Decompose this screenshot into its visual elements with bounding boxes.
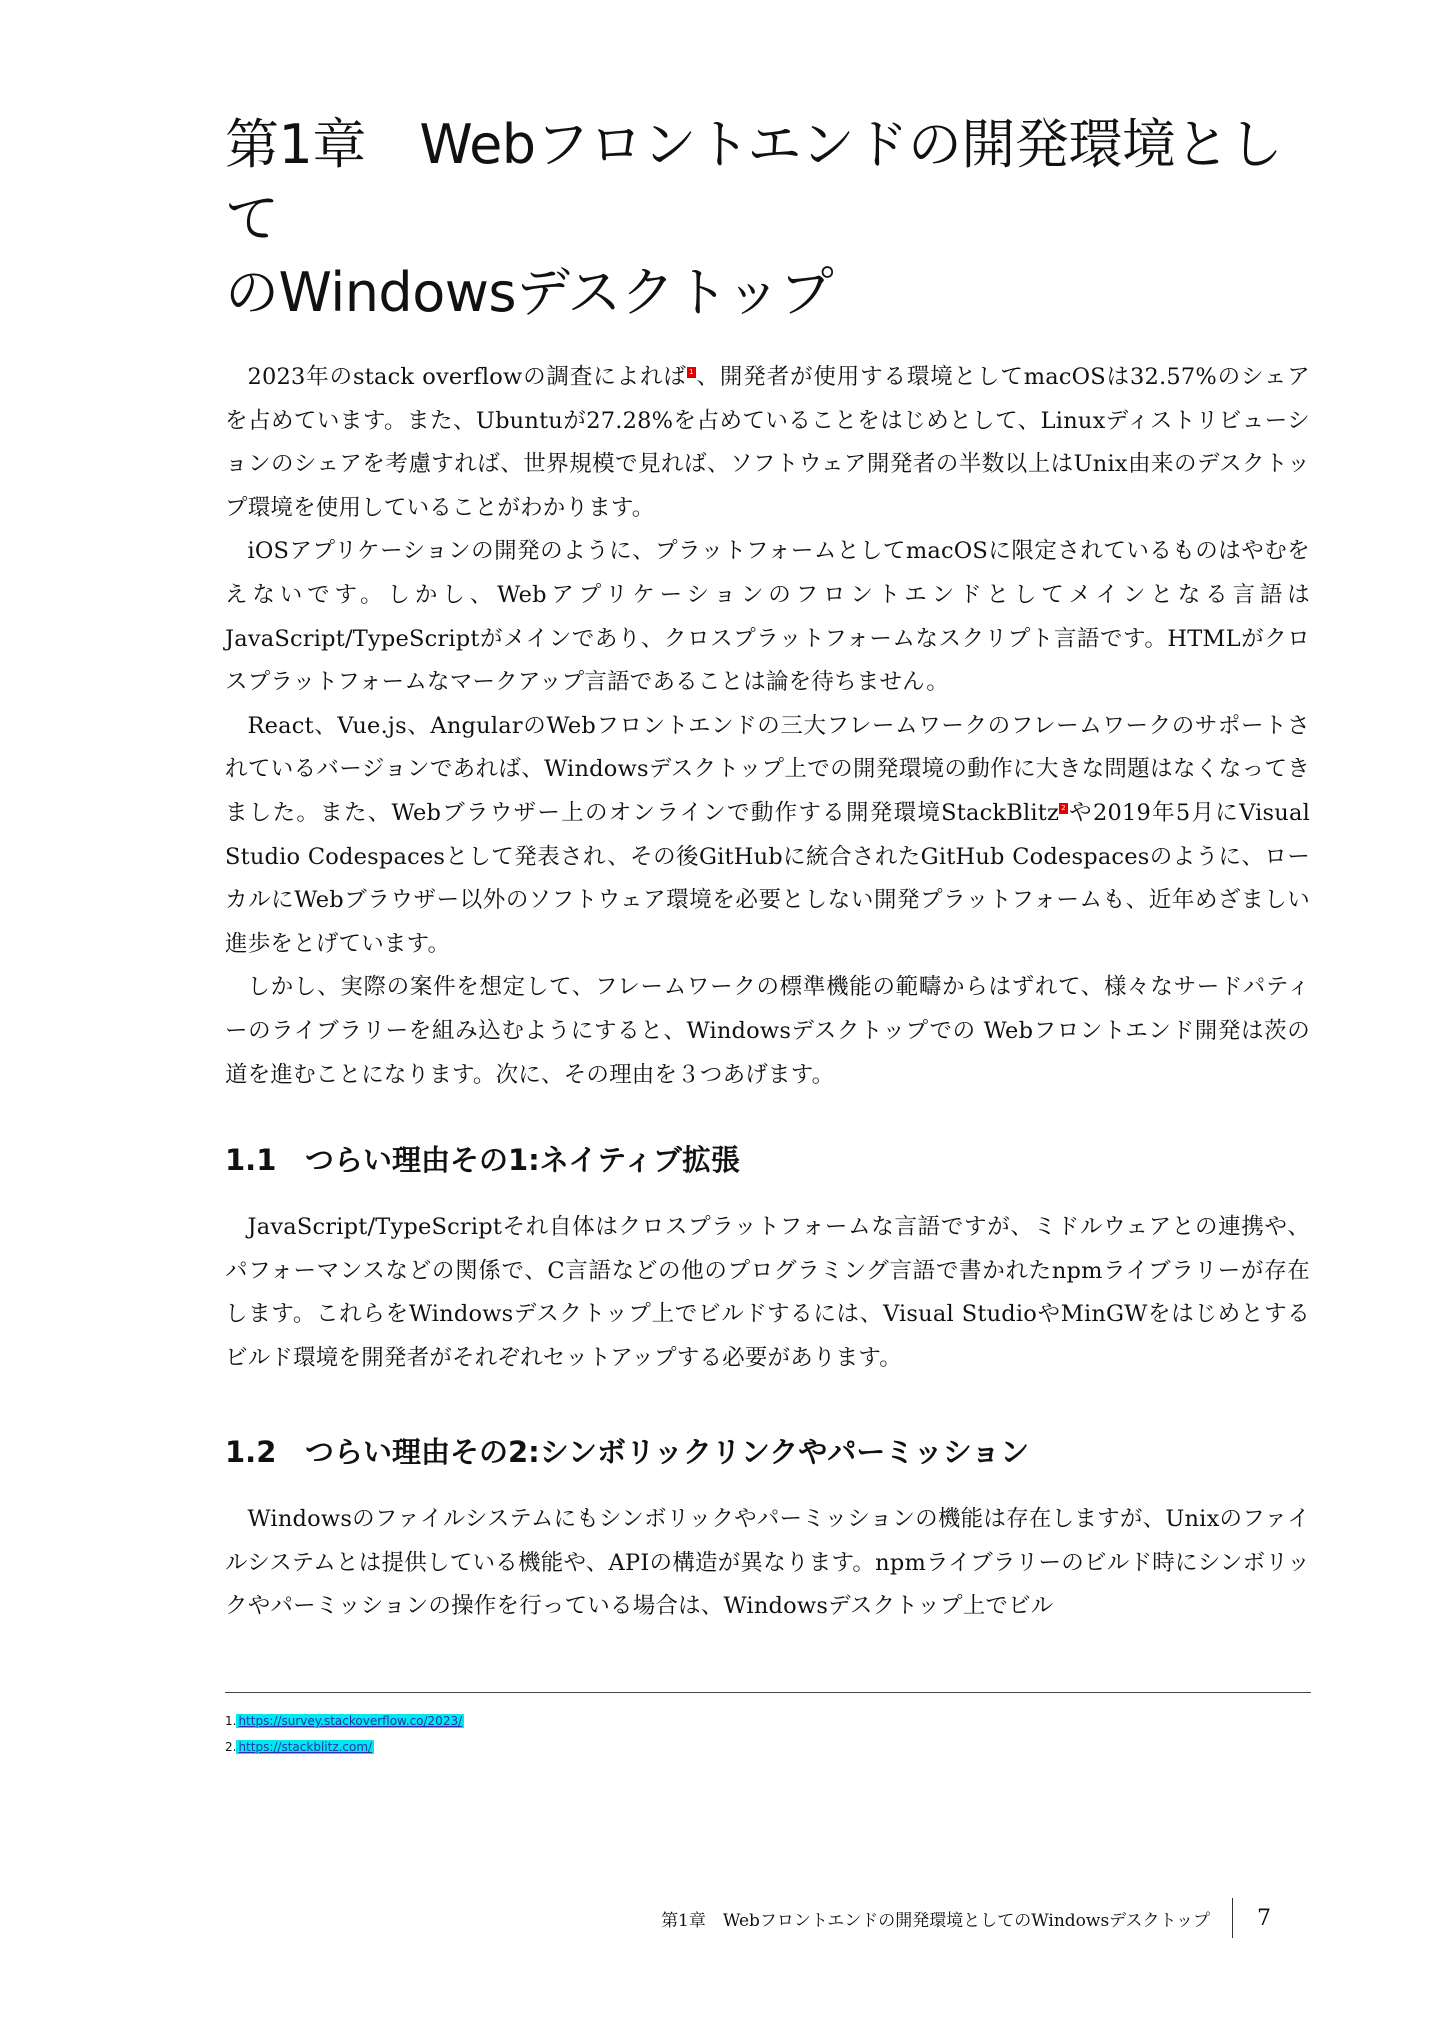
section-1-2-body <box>225 1498 1310 1629</box>
intro-p1-text-b: 、開発者が使用する環境としてmacOSは32.57%のシェアを占めています。また、Ubuntuが27.28%を占めていることをはじめとして、Linuxディストリビューションのシェアを考慮すれば、世界規模で見れば、ソフトウェア開発者の半数以上はUnix由来のデスクトップ環境を使用していることがわかります。 <box>225 364 1310 521</box>
chapter-title-line-1: 第1章 Webフロントエンドの開発環境として <box>225 113 1283 250</box>
chapter-title <box>225 108 1315 330</box>
section-title: つらい理由その1:ネイティブ拡張 <box>305 1143 740 1177</box>
footnote-number: 1. <box>225 1714 237 1728</box>
section-number: 1.1 <box>225 1143 277 1177</box>
section-number: 1.2 <box>225 1435 277 1469</box>
running-title: 第1章 Webフロントエンドの開発環境としてのWindowsデスクトップ <box>661 1910 1210 1931</box>
section-1-2-paragraph: Windowsのファイルシステムにもシンボリックやパーミッションの機能は存在しますが、Unixのファイルシステムとは提供している機能や、APIの構造が異なります。npmライブラリーのビルド時にシンボリックやパーミッションの操作を行っている場合は、Windowsデスクトップ上でビル <box>225 1506 1310 1620</box>
section-title: つらい理由その2:シンボリックリンクやパーミッション <box>305 1435 1030 1469</box>
page-number: 7 <box>1257 1905 1271 1931</box>
chapter-title-line-2: のWindowsデスクトップ <box>225 261 834 324</box>
section-1-1-paragraph: JavaScript/TypeScriptそれ自体はクロスプラットフォームな言語ですが、ミドルウェアとの連携や、パフォーマンスなどの関係で、C言語などの他のプログラミング言語で書かれたnpmライブラリーが存在します。これらをWindowsデスクトップ上でビルドするには、Visual StudioやMinGWをはじめとするビルド環境を開発者がそれぞれセットアップする必要があります。 <box>225 1214 1310 1371</box>
intro-p3-text-b: や2019年5月にVisual Studio Codespacesとして発表され、その後GitHubに統合されたGitHub Codespacesのように、ローカルにWebブラウザー以外のソフトウェア環境を必要としない開発プラットフォームも、近年めざましい進歩をとげています。 <box>225 799 1310 957</box>
section-heading-1-1 <box>225 1140 1310 1180</box>
footnote-2 <box>225 1734 1310 1760</box>
intro-paragraph-4: しかし、実際の案件を想定して、フレームワークの標準機能の範疇からはずれて、様々なサードパティーのライブラリーを組み込むようにすると、Windowsデスクトップでの Webフロントエンド開発は茨の道を進むことになります。次に、その理由を３つあげます。 <box>225 974 1310 1088</box>
intro-paragraph-3 <box>225 705 1310 967</box>
intro-paragraph-1 <box>225 356 1310 530</box>
footnote-marker-2[interactable]: 2 <box>1059 803 1068 814</box>
intro-p1-text-a: 2023年のstack overflowの調査によれば <box>247 364 687 390</box>
running-footer <box>661 1896 1271 1940</box>
footer-divider <box>1232 1898 1233 1938</box>
section-1-1-body <box>225 1206 1310 1380</box>
footnote-marker-1[interactable]: 1 <box>687 367 696 378</box>
intro-p3-text-a: React、Vue.js、AngularのWebフロントエンドの三大フレームワークのフレームワークのサポートされているバージョンであれば、Windowsデスクトップ上での開発環境の動作に大きな問題はなくなってきました。また、Webブラウザー上のオンラインで動作する開発環境StackBlitz <box>225 712 1310 826</box>
section-heading-1-2 <box>225 1432 1310 1472</box>
footnote-link-2[interactable]: https://stackblitz.com/ <box>238 1740 373 1754</box>
footnote-divider <box>225 1692 1311 1693</box>
footnote-link-1[interactable]: https://survey.stackoverflow.co/2023/ <box>238 1714 463 1728</box>
intro-section <box>225 356 1310 1097</box>
footnote-1 <box>225 1708 1310 1734</box>
intro-paragraph-2: iOSアプリケーションの開発のように、プラットフォームとしてmacOSに限定されているものはやむをえないです。しかし、Webアプリケーションのフロントエンドとしてメインとなる言語はJavaScript/TypeScriptがメインであり、クロスプラットフォームなスクリプト言語です。HTMLがクロスプラットフォームなマークアップ言語であることは論を待ちません。 <box>225 538 1310 696</box>
footnotes <box>225 1708 1310 1760</box>
footnote-number: 2. <box>225 1740 237 1754</box>
